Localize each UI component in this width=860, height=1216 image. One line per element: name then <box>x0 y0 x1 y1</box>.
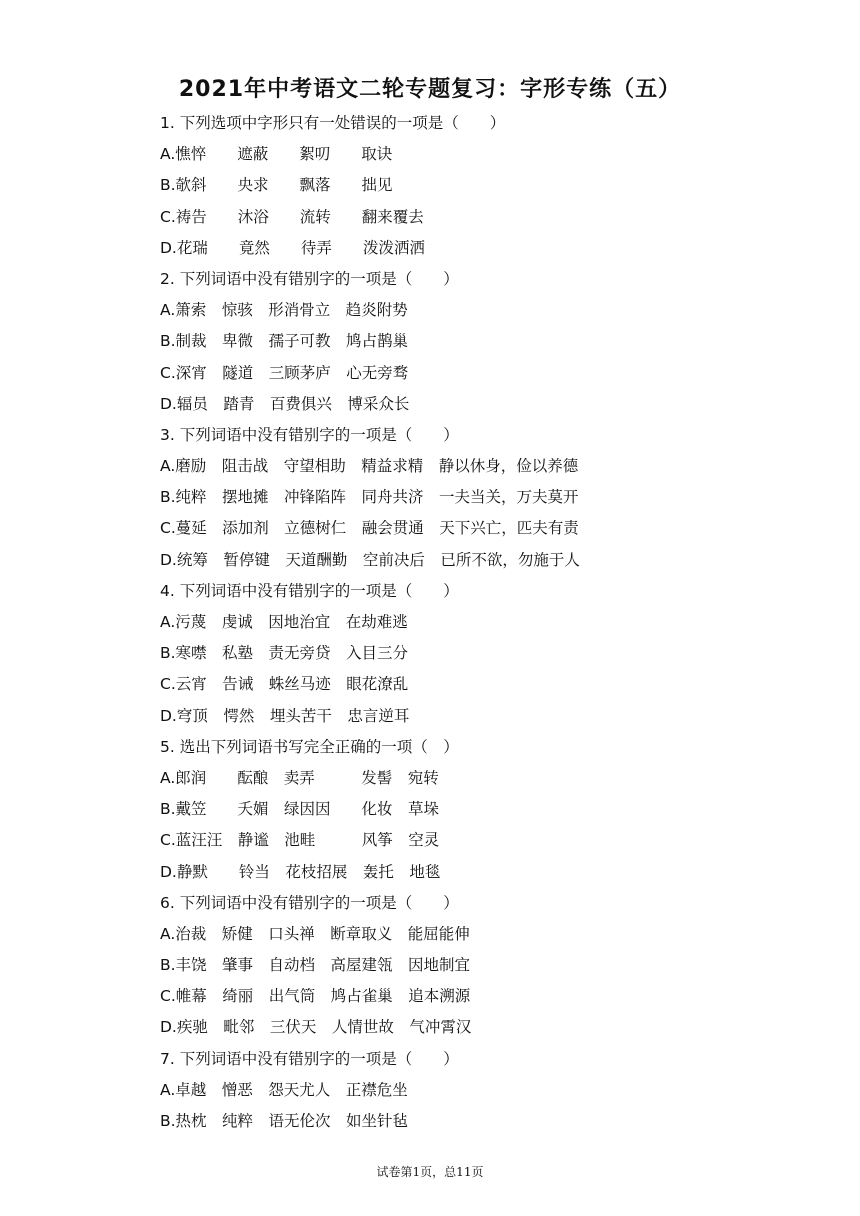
question-4-option-a: A.污蔑 虔诚 因地治宜 在劫难逃 <box>160 613 408 631</box>
question-3-option-a: A.磨励 阻击战 守望相助 精益求精 静以休身，俭以养德 <box>160 457 579 476</box>
question-2-option-d: D.辐员 踏青 百费俱兴 博采众长 <box>160 394 410 413</box>
question-1-stem: 1. 下列选项中字形只有一处错误的一项是（ ） <box>160 114 506 132</box>
question-7-option-b: B.热枕 纯粹 语无伦次 如坐针毡 <box>160 1112 409 1130</box>
question-5-option-c: C.蓝汪汪 静谧 池畦 风筝 空灵 <box>160 831 440 850</box>
question-4-option-d: D.穹顶 愕然 埋头苦干 忠言逆耳 <box>160 706 410 725</box>
question-4-option-b: B.寒噤 私塾 责无旁贷 入目三分 <box>160 644 409 663</box>
question-6-stem: 6. 下列词语中没有错别字的一项是（ ） <box>160 893 459 912</box>
page-title: 2021年中考语文二轮专题复习：字形专练（五） <box>178 77 682 102</box>
question-4-stem: 4. 下列词语中没有错别字的一项是（ ） <box>160 581 459 600</box>
question-6-option-c: C.帷幕 绮丽 出气筒 鸠占雀巢 追本溯源 <box>160 987 471 1006</box>
question-list <box>160 108 800 1137</box>
question-1-option-c: C.祷告 沐浴 流转 翻来覆去 <box>160 207 424 226</box>
question-3-option-b: B.纯粹 摆地摊 冲锋陷阵 同舟共济 一夫当关，万夫莫开 <box>160 488 579 507</box>
question-5-option-a: A.郎润 酝酿 卖弄 发髻 宛转 <box>160 768 439 787</box>
question-2-option-a: A.箫索 惊骇 形消骨立 趋炎附势 <box>160 301 408 320</box>
question-3-stem: 3. 下列词语中没有错别字的一项是（ ） <box>160 425 459 444</box>
question-3-option-d: D.统筹 暂停键 天道酬勤 空前决后 已所不欲，勿施于人 <box>160 550 580 569</box>
question-6-option-b: B.丰饶 肇事 自动档 高屋建瓴 因地制宜 <box>160 956 471 975</box>
question-6-option-d: D.疾驰 毗邻 三伏天 人情世故 气冲霄汉 <box>160 1018 472 1037</box>
question-1-option-d: D.花瑞 竟然 待弄 泼泼洒洒 <box>160 238 425 257</box>
question-1-option-a: A.憔悴 遮蔽 絮叨 取诀 <box>160 145 393 164</box>
question-6-option-a: A.治裁 矫健 口头禅 断章取义 能屈能伸 <box>160 924 470 943</box>
question-3-option-c: C.蔓延 添加剂 立德树仁 融会贯通 天下兴亡，匹夫有责 <box>160 519 579 538</box>
question-1-option-b: B.欹斜 央求 飘落 拙见 <box>160 176 393 195</box>
question-2-option-c: C.深宵 隧道 三顾茅庐 心无旁骛 <box>160 363 409 382</box>
question-5-option-d: D.静默 铃当 花枝招展 轰托 地毯 <box>160 862 441 881</box>
question-4-option-c: C.云宵 告诫 蛛丝马迹 眼花潦乱 <box>160 675 409 694</box>
question-7-option-a: A.卓越 憎恶 怨天尤人 正襟危坐 <box>160 1080 408 1099</box>
page-footer: 试卷第1页，总11页 <box>376 1165 484 1179</box>
question-5-option-b: B.戴笠 夭媚 绿因因 化妆 草垛 <box>160 800 440 819</box>
question-2-option-b: B.制裁 卑微 孺子可教 鸠占鹊巢 <box>160 332 409 351</box>
question-5-stem: 5. 选出下列词语书写完全正确的一项（ ） <box>160 737 459 756</box>
question-7-stem: 7. 下列词语中没有错别字的一项是（ ） <box>160 1049 459 1068</box>
question-2-stem: 2. 下列词语中没有错别字的一项是（ ） <box>160 269 459 288</box>
